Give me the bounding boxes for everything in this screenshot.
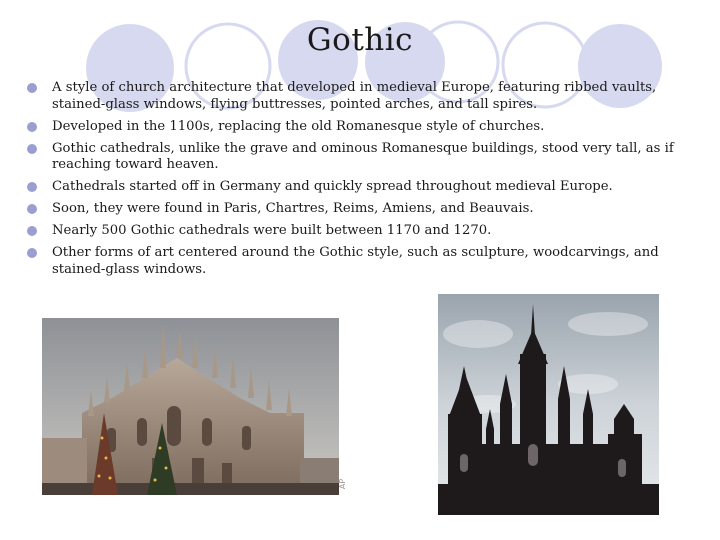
bullet-circle-icon	[26, 203, 38, 215]
bullet-list	[26, 80, 696, 284]
bullet-item	[26, 141, 696, 174]
bullet-text: Nearly 500 Gothic cathedrals were built between 1170 and 1270.	[52, 223, 492, 238]
milan-cathedral-photo	[42, 318, 339, 495]
bullet-text: Developed in the 1100s, replacing the old Romanesque style of churches.	[52, 118, 545, 134]
bullet-text: Cathedrals started off in Germany and quickly spread throughout medieval Europe.	[52, 179, 613, 194]
bullet-circle-icon	[26, 82, 38, 94]
bullet-item	[26, 245, 696, 278]
bullet-item	[26, 119, 696, 136]
bullet-item	[26, 80, 696, 113]
bullet-text: Other forms of art centered around the Gothic style, such as sculpture, woodcarvings, and stained-glass windows.	[52, 245, 659, 277]
gothic-cathedral-silhouette-photo	[438, 294, 659, 515]
bullet-circle-icon	[26, 121, 38, 133]
bullet-item	[26, 179, 696, 196]
bullet-text: Soon, they were found in Paris, Chartres, Reims, Amiens, and Beauvais.	[52, 201, 534, 216]
bullet-circle-icon	[26, 247, 38, 259]
bullet-text: A style of church architecture that developed in medieval Europe, featuring ribbed vaults, stained-glass windows, flying buttresses, pointed arches, and tall spires.	[52, 80, 657, 112]
photo-credit: AP	[338, 478, 347, 490]
bullet-item	[26, 201, 696, 218]
slide-title: Gothic	[306, 22, 414, 58]
bullet-circle-icon	[26, 225, 38, 237]
bullet-circle-icon	[26, 143, 38, 155]
bullet-text: Gothic cathedrals, unlike the grave and ominous Romanesque buildings, stood very tall, as if reaching toward heaven.	[52, 140, 674, 172]
bullet-item	[26, 223, 696, 240]
bullet-circle-icon	[26, 181, 38, 193]
